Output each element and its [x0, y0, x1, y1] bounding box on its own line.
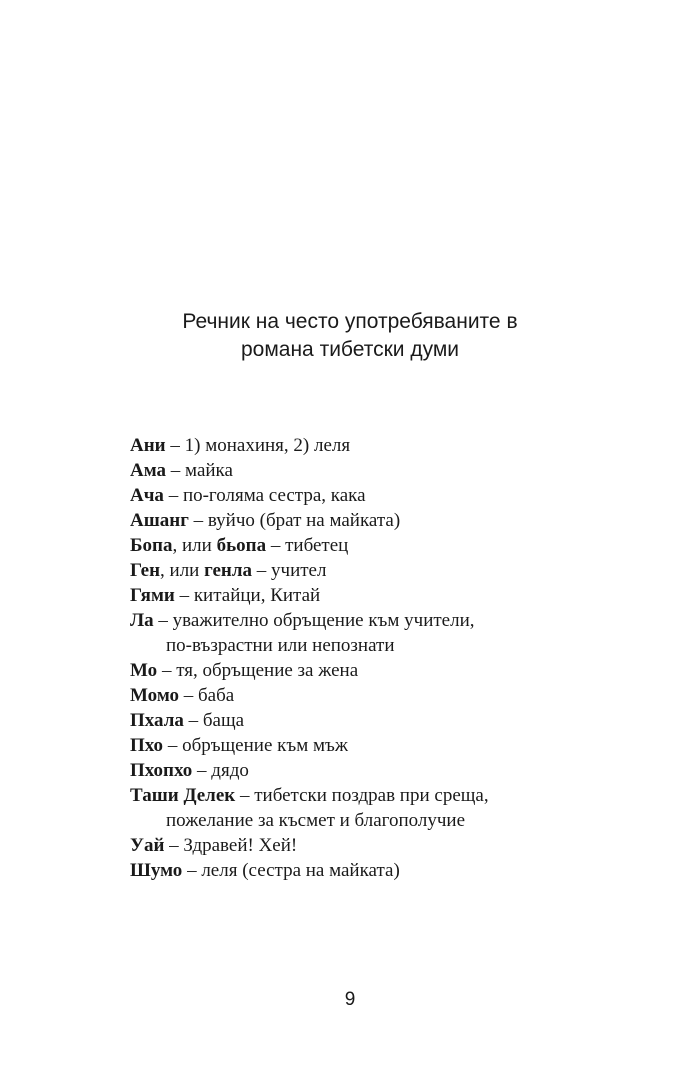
glossary-definition: – тя, обръщение за жена — [157, 660, 359, 681]
glossary-definition: – дядо — [192, 760, 249, 781]
glossary-definition: – вуйчо (брат на майката) — [188, 510, 401, 531]
glossary-entry — [130, 783, 600, 833]
glossary-entry — [130, 458, 600, 483]
glossary-term-alt: бьопа — [216, 535, 267, 556]
glossary-entry — [130, 433, 600, 458]
glossary-term: Ашанг — [130, 510, 189, 531]
glossary-term: Пхопхо — [130, 760, 193, 781]
page-title — [0, 308, 700, 364]
glossary-term: Ген — [130, 560, 161, 581]
glossary-definition: – тибетец — [266, 535, 349, 556]
glossary-definition: – баба — [179, 685, 235, 706]
title-line-1: Речник на често употребяваните в — [182, 310, 518, 333]
glossary-definition: – уважително обръщение към учители, — [153, 610, 475, 631]
glossary-term: Таши Делек — [130, 785, 236, 806]
glossary-term: Ача — [130, 485, 164, 506]
glossary-entry — [130, 483, 600, 508]
glossary-definition: – китайци, Китай — [174, 585, 321, 606]
glossary-definition-continued: пожелание за късмет и благополучие — [166, 810, 466, 831]
glossary-term: Ани — [130, 435, 166, 456]
glossary-definition: – леля (сестра на майката) — [182, 860, 400, 881]
glossary-definition-continued: по-възрастни или непознати — [166, 635, 395, 656]
glossary-entry — [130, 833, 600, 858]
glossary-term: Пхала — [130, 710, 184, 731]
glossary-entry — [130, 758, 600, 783]
glossary-term: Бопа — [130, 535, 173, 556]
glossary-entry — [130, 683, 600, 708]
glossary-entry — [130, 708, 600, 733]
glossary-term: Ла — [130, 610, 154, 631]
glossary-term: Ама — [130, 460, 167, 481]
glossary-entry — [130, 533, 600, 558]
glossary-term: Уай — [130, 835, 165, 856]
glossary-definition: – обръщение към мъж — [163, 735, 348, 756]
glossary-term: Мо — [130, 660, 158, 681]
glossary-connector: , или — [172, 535, 217, 556]
glossary-entry — [130, 583, 600, 608]
glossary-definition: – тибетски поздрав при среща, — [235, 785, 489, 806]
glossary-definition: – по-голяма сестра, кака — [163, 485, 366, 506]
glossary-list — [130, 433, 600, 883]
glossary-entry — [130, 858, 600, 883]
glossary-definition: – 1) монахиня, 2) леля — [165, 435, 351, 456]
title-line-2: романа тибетски думи — [240, 338, 460, 361]
glossary-entry — [130, 733, 600, 758]
glossary-term-alt: генла — [204, 560, 253, 581]
glossary-definition: – майка — [166, 460, 233, 481]
glossary-term: Момо — [130, 685, 180, 706]
glossary-definition: – учител — [252, 560, 327, 581]
glossary-entry — [130, 658, 600, 683]
glossary-term: Шумо — [130, 860, 183, 881]
page-number: 9 — [344, 989, 356, 1010]
glossary-definition: – баща — [183, 710, 245, 731]
glossary-term: Гями — [130, 585, 175, 606]
glossary-connector: , или — [160, 560, 205, 581]
glossary-definition: – Здравей! Хей! — [164, 835, 298, 856]
glossary-term: Пхо — [130, 735, 164, 756]
glossary-entry — [130, 608, 600, 658]
glossary-entry — [130, 558, 600, 583]
glossary-entry — [130, 508, 600, 533]
